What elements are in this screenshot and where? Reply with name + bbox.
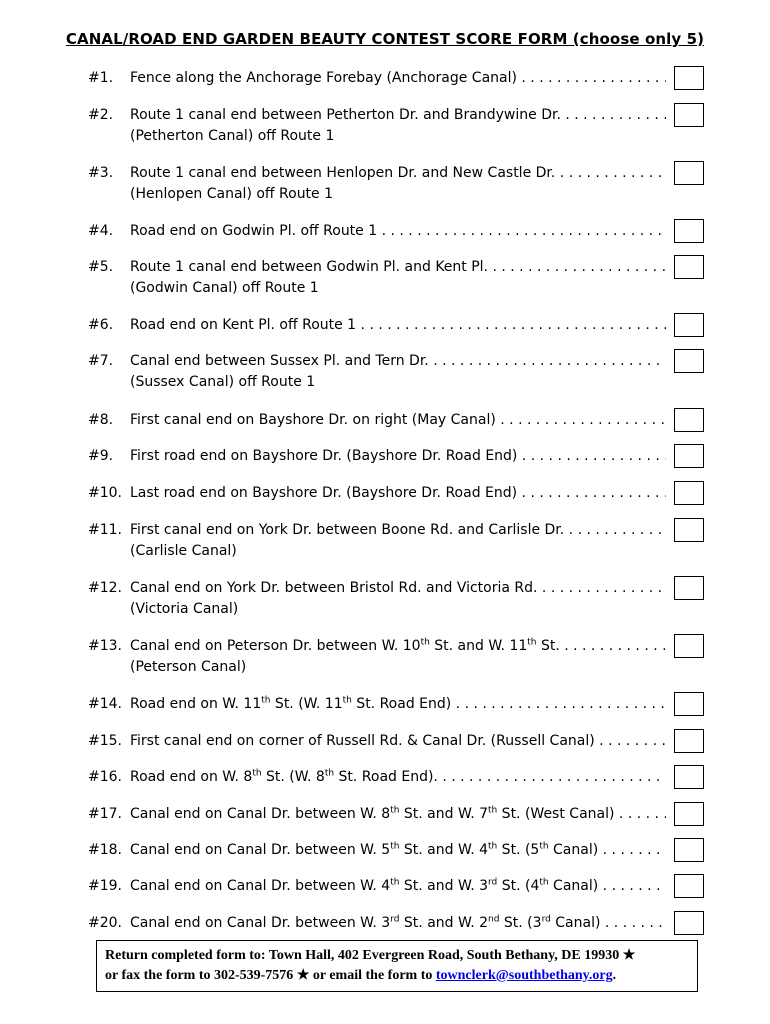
item-number: #13. [88,638,122,654]
contest-item [88,913,704,934]
item-description: Canal end on Peterson Dr. between W. 10th St. and W. 11th St. [130,637,560,654]
item-number: #4. [88,223,114,239]
contest-item [88,694,704,715]
score-box[interactable] [674,729,704,753]
item-number: #1. [88,70,114,86]
contest-item [88,68,704,89]
contest-item [88,840,704,861]
item-description: Canal end on York Dr. between Bristol Rd. and Victoria Rd. [130,580,538,596]
contest-item [88,315,704,336]
contest-item [88,731,704,752]
score-box[interactable] [674,802,704,826]
email-link[interactable]: townclerk@southbethany.org [435,968,613,983]
contest-item [88,636,704,678]
contest-item [88,351,704,393]
score-box[interactable] [674,255,704,279]
item-description: Road end on Godwin Pl. off Route 1 [130,223,378,239]
item-description: First canal end on York Dr. between Boone Rd. and Carlisle Dr. [130,522,565,538]
item-number: #9. [88,448,114,464]
item-description: Road end on W. 11th St. (W. 11th St. Road End) [130,695,452,712]
item-subtitle: (Peterson Canal) [130,659,247,675]
item-number: #16. [88,769,122,785]
contest-item [88,578,704,620]
form-title: CANAL/ROAD END GARDEN BEAUTY CONTEST SCORE FORM (choose only 5) [65,30,705,48]
item-description: Route 1 canal end between Godwin Pl. and Kent Pl. [130,259,489,275]
item-number: #10. [88,485,122,501]
item-number: #20. [88,915,122,931]
score-box[interactable] [674,634,704,658]
score-box[interactable] [674,911,704,935]
item-description: Fence along the Anchorage Forebay (Anchorage Canal) [130,70,517,86]
return-instructions [96,940,698,992]
item-number: #19. [88,878,122,894]
score-box[interactable] [674,481,704,505]
item-subtitle: (Henlopen Canal) off Route 1 [130,186,334,202]
item-subtitle: (Petherton Canal) off Route 1 [130,128,335,144]
item-number: #2. [88,107,114,123]
contest-item [88,446,704,467]
item-description: Canal end on Canal Dr. between W. 4th St. and W. 3rd St. (4th Canal) [130,877,599,894]
score-box[interactable] [674,838,704,862]
contest-item [88,257,704,299]
footer-line-1: Return completed form to: Town Hall, 402 Evergreen Road, South Bethany, DE 19930 ★ [105,948,636,963]
footer-line-2: or fax the form to 302-539-7576 ★ or email the form to townclerk@southbethany.org. [105,968,617,983]
contest-item [88,804,704,825]
item-number: #7. [88,353,114,369]
score-box[interactable] [674,765,704,789]
score-box[interactable] [674,161,704,185]
contest-item [88,410,704,431]
score-box[interactable] [674,444,704,468]
item-description: Canal end on Canal Dr. between W. 3rd St. and W. 2nd St. (3rd Canal) [130,914,601,931]
item-description: First canal end on Bayshore Dr. on right (May Canal) [130,412,496,428]
item-description: Last road end on Bayshore Dr. (Bayshore Dr. Road End) [130,485,518,501]
score-box[interactable] [674,692,704,716]
score-box[interactable] [674,518,704,542]
item-description: Road end on W. 8th St. (W. 8th St. Road End). [130,768,438,785]
item-description: Route 1 canal end between Henlopen Dr. and New Castle Dr. [130,165,556,181]
score-box[interactable] [674,349,704,373]
contest-item [88,767,704,788]
score-box[interactable] [674,408,704,432]
star-icon: ★ [296,968,310,983]
item-number: #17. [88,806,122,822]
item-subtitle: (Carlisle Canal) [130,543,237,559]
score-box[interactable] [674,576,704,600]
score-box[interactable] [674,874,704,898]
contest-item [88,163,704,205]
contest-item [88,520,704,562]
item-number: #6. [88,317,114,333]
item-description: Canal end between Sussex Pl. and Tern Dr. [130,353,429,369]
score-box[interactable] [674,219,704,243]
score-box[interactable] [674,313,704,337]
item-subtitle: (Sussex Canal) off Route 1 [130,374,316,390]
item-number: #11. [88,522,122,538]
item-subtitle: (Victoria Canal) [130,601,239,617]
item-number: #14. [88,696,122,712]
item-description: Canal end on Canal Dr. between W. 8th St. and W. 7th St. (West Canal) [130,805,615,822]
item-number: #5. [88,259,114,275]
item-description: Road end on Kent Pl. off Route 1 [130,317,357,333]
contest-item [88,221,704,242]
contest-item [88,876,704,897]
item-description: First canal end on corner of Russell Rd. & Canal Dr. (Russell Canal) [130,733,595,749]
item-number: #3. [88,165,114,181]
star-icon: ★ [622,948,636,963]
item-description: Route 1 canal end between Petherton Dr. and Brandywine Dr. [130,107,561,123]
score-box[interactable] [674,66,704,90]
item-number: #8. [88,412,114,428]
item-subtitle: (Godwin Canal) off Route 1 [130,280,319,296]
contest-item [88,483,704,504]
item-description: Canal end on Canal Dr. between W. 5th St. and W. 4th St. (5th Canal) [130,841,599,858]
item-number: #15. [88,733,122,749]
item-number: #12. [88,580,122,596]
item-description: First road end on Bayshore Dr. (Bayshore Dr. Road End) [130,448,518,464]
item-number: #18. [88,842,122,858]
contest-item [88,105,704,147]
score-box[interactable] [674,103,704,127]
